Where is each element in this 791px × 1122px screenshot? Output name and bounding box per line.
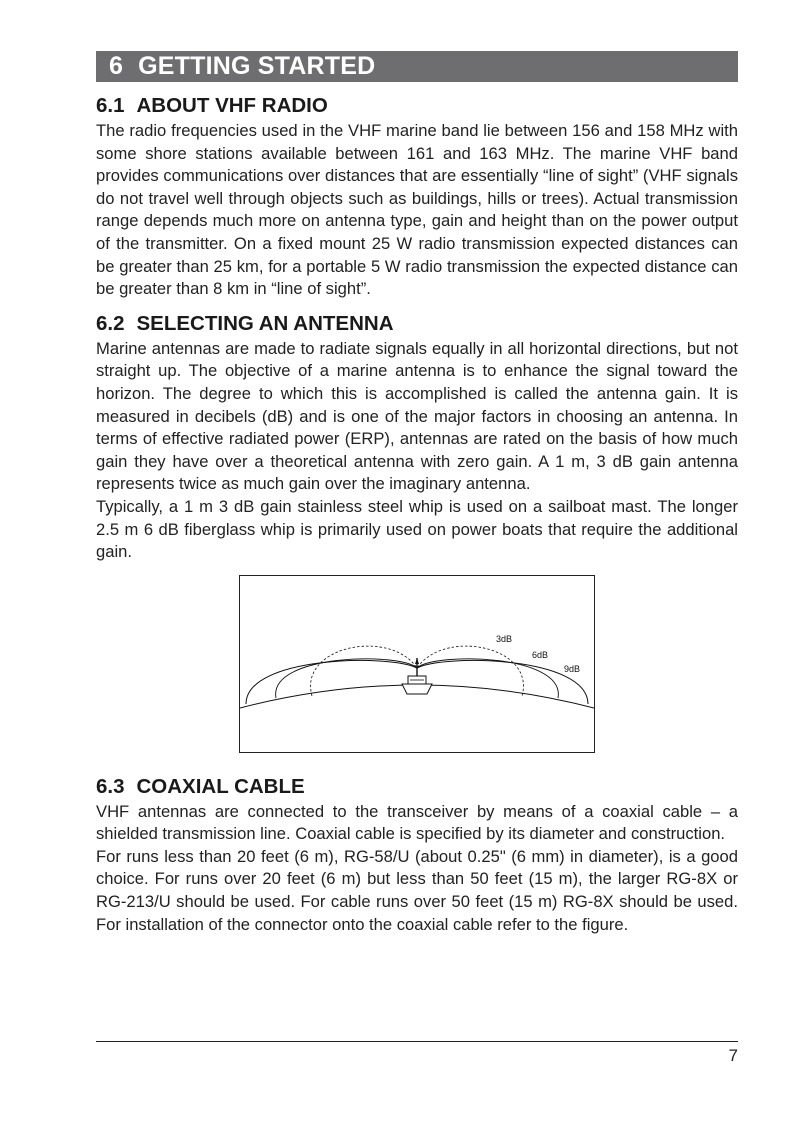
label-9db: 9dB <box>564 663 581 674</box>
label-3db: 3dB <box>496 633 513 644</box>
paragraph-antenna-gain: Marine antennas are made to radiate signals equally in all horizontal directions, but not straight up. The objective of a marine antenna is to enhance the signal toward the horizon. The degree to which this is accomplished is called the antenna gain. It is measured in decibels (dB) and is one of the major factors in choosing an antenna. In terms of effective radiated power (ERP), antennas are rated on the basis of how much gain they have over a theoretical antenna with zero gain. A 1 m, 3 dB gain antenna represents twice as much gain over the imaginary antenna. <box>96 338 738 494</box>
section-heading-selecting-antenna <box>96 310 738 338</box>
section-number: 6.2 <box>96 311 125 335</box>
antenna-radiation-diagram <box>239 575 595 753</box>
section-heading-about-vhf <box>96 92 738 120</box>
paragraph-about-vhf: The radio frequencies used in the VHF marine band lie between 156 and 158 MHz with some shore stations available between 161 and 163 MHz. The marine VHF band provides communications over distances that are essentially “line of sight” (VHF signals do not travel well through objects such as buildings, hills or trees). Actual transmission range depends much more on antenna type, gain and height than on the power output of the transmitter. On a fixed mount 25 W radio transmission expected distances can be greater than 25 km, for a portable 5 W radio transmission the expected distance can be greater than 8 km in “line of sight”. <box>96 121 738 299</box>
footer-divider <box>96 1041 738 1042</box>
section-number: 6.3 <box>96 774 125 798</box>
label-6db: 6dB <box>532 649 549 660</box>
chapter-title: GETTING STARTED <box>138 52 376 80</box>
radiation-pattern-svg <box>240 576 594 752</box>
paragraph-antenna-types: Typically, a 1 m 3 dB gain stainless steel whip is used on a sailboat mast. The longer 2.5 m 6 dB fiberglass whip is primarily used on power boats that require the additional gain. <box>96 496 738 562</box>
paragraph-coaxial-runs: For runs less than 20 feet (6 m), RG-58/U (about 0.25" (6 mm) in diameter), is a good choice. For runs over 20 feet (6 m) but less than 50 feet (15 m), the larger RG-8X or RG-213/U should be used. For cable runs over 50 feet (15 m) RG-8X should be used. For installation of the connector onto the coaxial cable refer to the figure. <box>96 846 738 934</box>
page-content <box>96 92 738 936</box>
section-title: ABOUT VHF RADIO <box>136 94 328 117</box>
chapter-title-bar <box>96 51 738 82</box>
chapter-number: 6 <box>109 52 124 80</box>
section-title: COAXIAL CABLE <box>136 774 305 798</box>
page-number: 7 <box>728 1046 738 1065</box>
section-heading-coaxial-cable <box>96 773 738 801</box>
section-title: SELECTING AN ANTENNA <box>136 311 394 335</box>
section-number: 6.1 <box>96 94 125 117</box>
paragraph-coaxial-intro: VHF antennas are connected to the transceiver by means of a coaxial cable – a shielded transmission line. Coaxial cable is specified by its diameter and construction. <box>96 801 738 844</box>
